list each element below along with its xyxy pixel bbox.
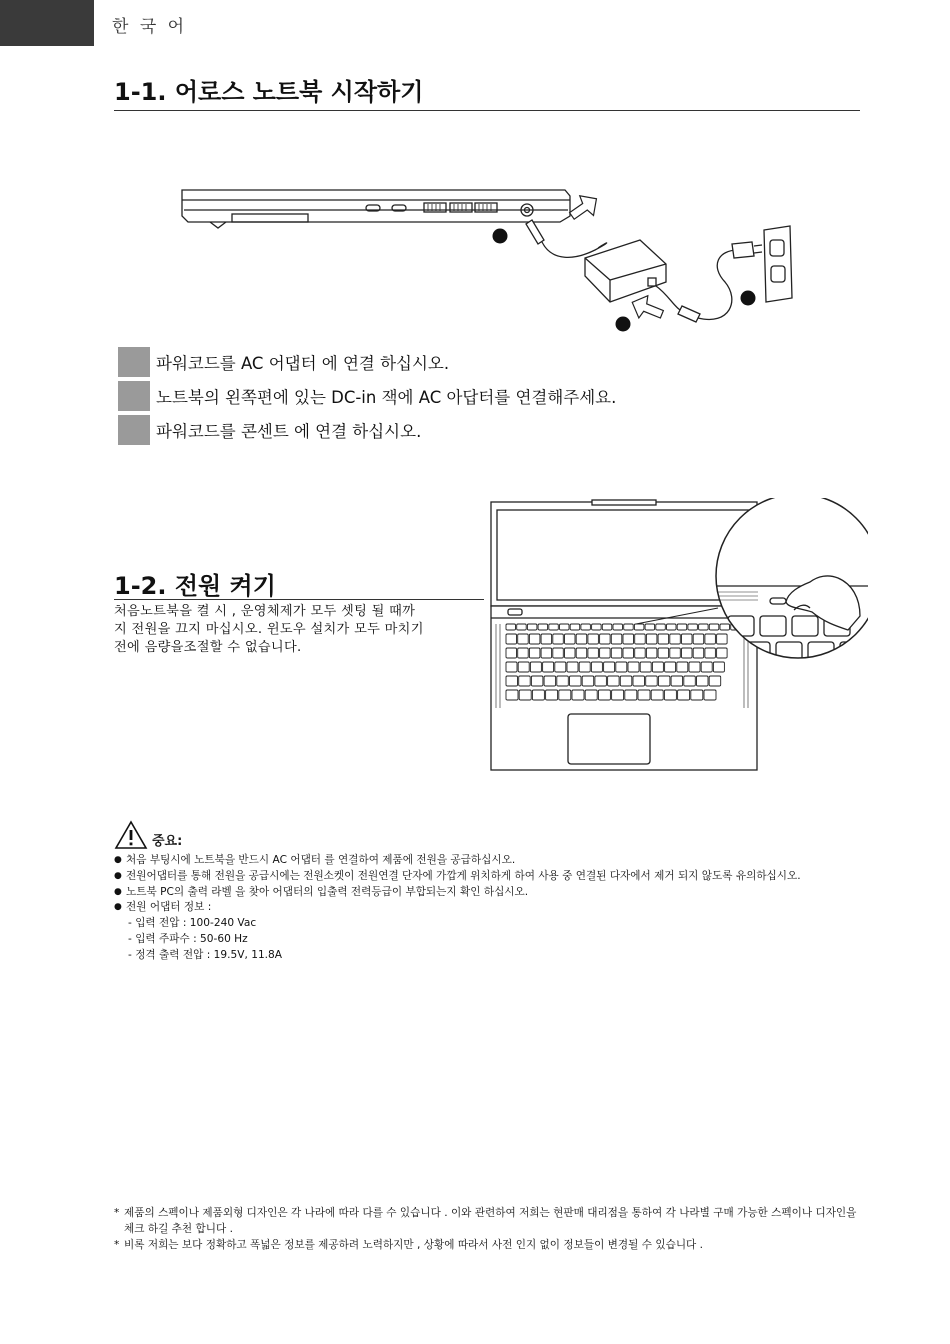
keyboard-key — [625, 690, 637, 700]
keyboard-key — [541, 648, 552, 658]
step-marker — [118, 415, 150, 445]
keyboard-key — [560, 624, 570, 630]
keyboard-key — [682, 648, 693, 658]
keyboard-key — [506, 690, 518, 700]
keyboard-key — [658, 676, 670, 686]
body-line: 전에 음량을조절할 수 없습니다. — [114, 640, 302, 655]
keyboard-key — [677, 624, 687, 630]
keyboard-key — [608, 676, 620, 686]
keyboard-key — [567, 662, 578, 672]
keyboard-key — [506, 648, 517, 658]
body-line: 지 전원을 끄지 마십시오. 윈도우 설치가 모두 마치기 — [114, 622, 424, 637]
keyboard-key — [555, 662, 566, 672]
keyboard-key — [557, 676, 569, 686]
keyboard-key — [688, 624, 698, 630]
keyboard-key — [565, 634, 576, 644]
keyboard-key — [677, 662, 688, 672]
keyboard-key — [572, 690, 584, 700]
keyboard-key — [600, 634, 611, 644]
footnote: * 비록 저희는 보다 정확하고 폭넓은 정보를 제공하려 노력하지만 , 상황에 따라서 사전 인지 없이 정보들이 변경될 수 있습니다 . — [114, 1238, 860, 1254]
body-line: 처음노트북을 켤 시 , 운영체제가 모두 셋팅 될 때까 — [114, 604, 416, 619]
footnotes — [114, 1206, 860, 1253]
keyboard-key — [576, 634, 587, 644]
keyboard-key — [638, 690, 650, 700]
section2-body — [114, 603, 464, 657]
section2-rule — [114, 599, 484, 600]
keyboard-key — [634, 624, 644, 630]
keyboard-key — [693, 634, 704, 644]
keyboard-key — [611, 634, 622, 644]
keyboard-key — [667, 624, 677, 630]
keyboard-key — [693, 648, 704, 658]
adapter-spec: - 정격 출력 전압 : 19.5V, 11.8A — [128, 948, 283, 961]
keyboard-key — [519, 676, 531, 686]
keyboard-key — [682, 634, 693, 644]
keyboard-key — [670, 648, 681, 658]
keyboard-key — [553, 648, 564, 658]
keyboard-key — [588, 648, 599, 658]
keyboard-key — [538, 624, 548, 630]
keyboard-key — [635, 634, 646, 644]
keyboard-key — [623, 634, 634, 644]
language-tab — [0, 0, 94, 46]
keyboard-key — [543, 662, 554, 672]
keyboard-key — [684, 676, 696, 686]
keyboard-key — [628, 662, 639, 672]
keyboard-key — [670, 634, 681, 644]
keyboard-key — [570, 676, 582, 686]
keyboard-key — [665, 662, 676, 672]
keyboard-key — [518, 648, 529, 658]
keyboard-key — [581, 624, 591, 630]
keyboard-key — [651, 690, 663, 700]
keyboard-key — [701, 662, 712, 672]
keyboard-key — [600, 648, 611, 658]
keyboard-key — [656, 624, 666, 630]
keyboard-key — [519, 690, 531, 700]
step-2 — [118, 381, 616, 411]
keyboard-key — [691, 690, 703, 700]
keyboard-key — [709, 624, 719, 630]
keyboard-key — [518, 662, 529, 672]
keyboard-key — [709, 676, 721, 686]
keyboard-key — [518, 634, 529, 644]
keyboard-key — [582, 676, 594, 686]
keyboard-key — [717, 648, 728, 658]
keyboard-key — [544, 676, 556, 686]
keyboard-key — [604, 662, 615, 672]
keyboard-key — [602, 624, 612, 630]
keyboard-key — [646, 676, 658, 686]
step-text: 파워코드를 AC 어댑터 에 연결 하십시오. — [156, 354, 450, 373]
keyboard-key — [595, 676, 607, 686]
keyboard-key — [713, 662, 724, 672]
power-on-illustration — [488, 498, 868, 776]
keyboard-key — [541, 634, 552, 644]
step-3 — [118, 415, 421, 445]
keyboard-key — [671, 676, 683, 686]
keyboard-key — [697, 676, 709, 686]
keyboard-key — [704, 690, 716, 700]
step-text: 파워코드를 콘센트 에 연결 하십시오. — [156, 422, 422, 441]
keyboard-key — [549, 624, 559, 630]
keyboard-key — [506, 662, 517, 672]
keyboard-key — [652, 662, 663, 672]
section1-rule — [114, 110, 860, 111]
keyboard-key — [553, 634, 564, 644]
language-label: 한 국 어 — [112, 17, 188, 37]
keyboard-key — [689, 662, 700, 672]
keyboard-key — [646, 634, 657, 644]
keyboard-key — [598, 690, 610, 700]
section1-title: 1-1. 어로스 노트북 시작하기 — [114, 78, 424, 106]
step-marker — [118, 347, 150, 377]
keyboard-key — [699, 624, 709, 630]
keyboard-key — [530, 662, 541, 672]
adapter-spec: - 입력 주파수 : 50-60 Hz — [128, 932, 248, 945]
keyboard-key — [585, 690, 597, 700]
notice-label: 중요: — [152, 833, 183, 849]
warning-icon — [114, 820, 148, 850]
adapter-connection-illustration — [170, 170, 810, 340]
keyboard-key — [705, 634, 716, 644]
keyboard-key — [506, 624, 516, 630]
keyboard-key — [640, 662, 651, 672]
notice-bullet: ● 전원어댑터를 통해 전원을 공급시에는 전원소켓이 전원연결 단자에 가깝게 위치하게 하여 사용 중 연결된 다자에서 제거 되지 않도록 유의하십시오. — [114, 869, 860, 885]
keyboard-key — [529, 648, 540, 658]
keyboard-key — [720, 624, 730, 630]
keyboard-key — [678, 690, 690, 700]
keyboard-key — [613, 624, 623, 630]
keyboard-key — [576, 648, 587, 658]
keyboard-key — [579, 662, 590, 672]
step-text: 노트북의 왼쪽편에 있는 DC-in 잭에 AC 아답터를 연결해주세요. — [156, 388, 617, 407]
keyboard-key — [588, 634, 599, 644]
keyboard-key — [633, 676, 645, 686]
keyboard-key — [620, 676, 632, 686]
notice-bullet: ● 처음 부팅시에 노트북을 반드시 AC 어댑터 를 연결하여 제품에 전원을 공급하십시오. — [114, 853, 860, 869]
keyboard-key — [592, 624, 602, 630]
adapter-spec: - 입력 전압 : 100-240 Vac — [128, 917, 257, 930]
keyboard-key — [623, 648, 634, 658]
keyboard-key — [529, 634, 540, 644]
step-1 — [118, 347, 449, 377]
keyboard-key — [565, 648, 576, 658]
keyboard-key — [705, 648, 716, 658]
keyboard-key — [532, 690, 544, 700]
keyboard-key — [527, 624, 537, 630]
keyboard-key — [591, 662, 602, 672]
notice-bullet: ● 노트북 PC의 출력 라벨 을 찾아 어댑터의 입출력 전력등급이 부합되는지 확인 하십시오. — [114, 885, 860, 901]
keyboard-key — [612, 690, 624, 700]
keyboard-key — [506, 634, 517, 644]
notice-bullet: ● 전원 어댑터 정보 : — [114, 900, 860, 916]
notice-list — [114, 853, 860, 964]
notice-header — [114, 820, 182, 850]
footnote: * 제품의 스펙이나 제품외형 디자인은 각 나라에 따라 다를 수 있습니다 . 이와 관련하여 저희는 현판매 대리점을 통하여 각 나라별 구매 가능한 스펙이나 디자인을 체크 하길 추천 합니다 . — [114, 1206, 860, 1238]
keyboard-key — [635, 648, 646, 658]
keyboard-key — [717, 634, 728, 644]
section2-title: 1-2. 전원 켜기 — [114, 572, 276, 600]
keyboard-key — [531, 676, 543, 686]
keyboard-key — [559, 690, 571, 700]
keyboard-key — [506, 676, 518, 686]
keyboard-key — [570, 624, 580, 630]
keyboard-key — [658, 648, 669, 658]
keyboard-key — [646, 648, 657, 658]
keyboard-key — [616, 662, 627, 672]
keyboard-key — [546, 690, 558, 700]
keyboard-key — [664, 690, 676, 700]
keyboard-key — [624, 624, 634, 630]
step-marker — [118, 381, 150, 411]
keyboard-key — [658, 634, 669, 644]
keyboard-key — [645, 624, 655, 630]
keyboard-key — [611, 648, 622, 658]
keyboard-key — [517, 624, 527, 630]
